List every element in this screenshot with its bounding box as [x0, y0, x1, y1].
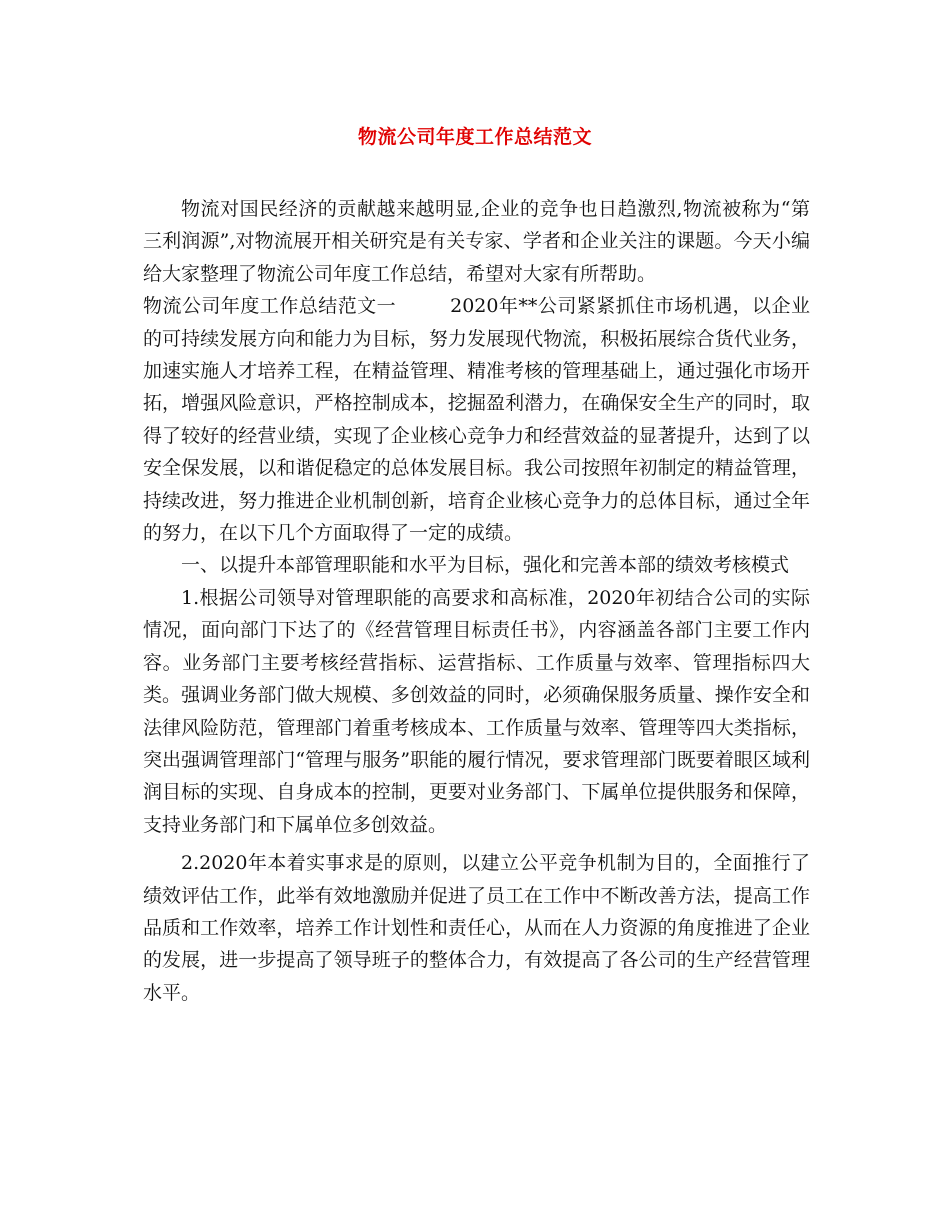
document-title: 物流公司年度工作总结范文 — [357, 126, 592, 148]
section-label: 物流公司年度工作总结范文一 — [143, 295, 397, 318]
section-body: 2020年**公司紧紧抓住市场机遇，以企业的可持续发展方向和能力为目标，努力发展现代物流，积极拓展综合货代业务，加速实施人才培养工程，在精益管理、精准考核的管理基础上，通过强化市场开拓，增强风险意识，严格控制成本，挖掘盈利潜力，在确保安全生产的同时，取得了较好的经营业绩，实现了企业核心竞争力和经营效益的显著提升，达到了以安全保发展，以和谐促稳定的总体发展目标。我公司按照年初制定的精益管理，持续改进，努力推进企业机制创新，培育企业核心竞争力的总体目标，通过全年的努力，在以下几个方面取得了一定的成绩。 — [143, 295, 810, 545]
intro-paragraph: 物流对国民经济的贡献越来越明显,企业的竞争也日趋激烈,物流被称为“第三利润源”,对物流展开相关研究是有关专家、学者和企业关注的课题。今天小编给大家整理了物流公司年度工作总结，希望对大家有所帮助。 — [143, 198, 810, 285]
item-one-paragraph: 1.根据公司领导对管理职能的高要求和高标准，2020年初结合公司的实际情况，面向部门下达了的《经营管理目标责任书》，内容涵盖各部门主要工作内容。业务部门主要考核经营指标、运营指标、工作质量与效率、管理指标四大类。强调业务部门做大规模、多创效益的同时，必须确保服务质量、操作安全和法律风险防范，管理部门着重考核成本、工作质量与效率、管理等四大类指标，突出强调管理部门“管理与服务”职能的履行情况，要求管理部门既要着眼区域利润目标的实现、自身成本的控制，更要对业务部门、下属单位提供服务和保障，支持业务部门和下属单位多创效益。 — [143, 586, 810, 836]
document-body — [143, 193, 810, 1009]
item-two-paragraph: 2.2020年本着实事求是的原则，以建立公平竞争机制为目的，全面推行了绩效评估工作，此举有效地激励并促进了员工在工作中不断改善方法，提高工作品质和工作效率，培养工作计划性和责任心，从而在人力资源的角度推进了企业的发展，进一步提高了领导班子的整体合力，有效提高了各公司的生产经营管理水平。 — [143, 852, 810, 1004]
heading-one: 一、以提升本部管理职能和水平为目标，强化和完善本部的绩效考核模式 — [181, 554, 790, 577]
section-paragraph — [143, 290, 810, 549]
